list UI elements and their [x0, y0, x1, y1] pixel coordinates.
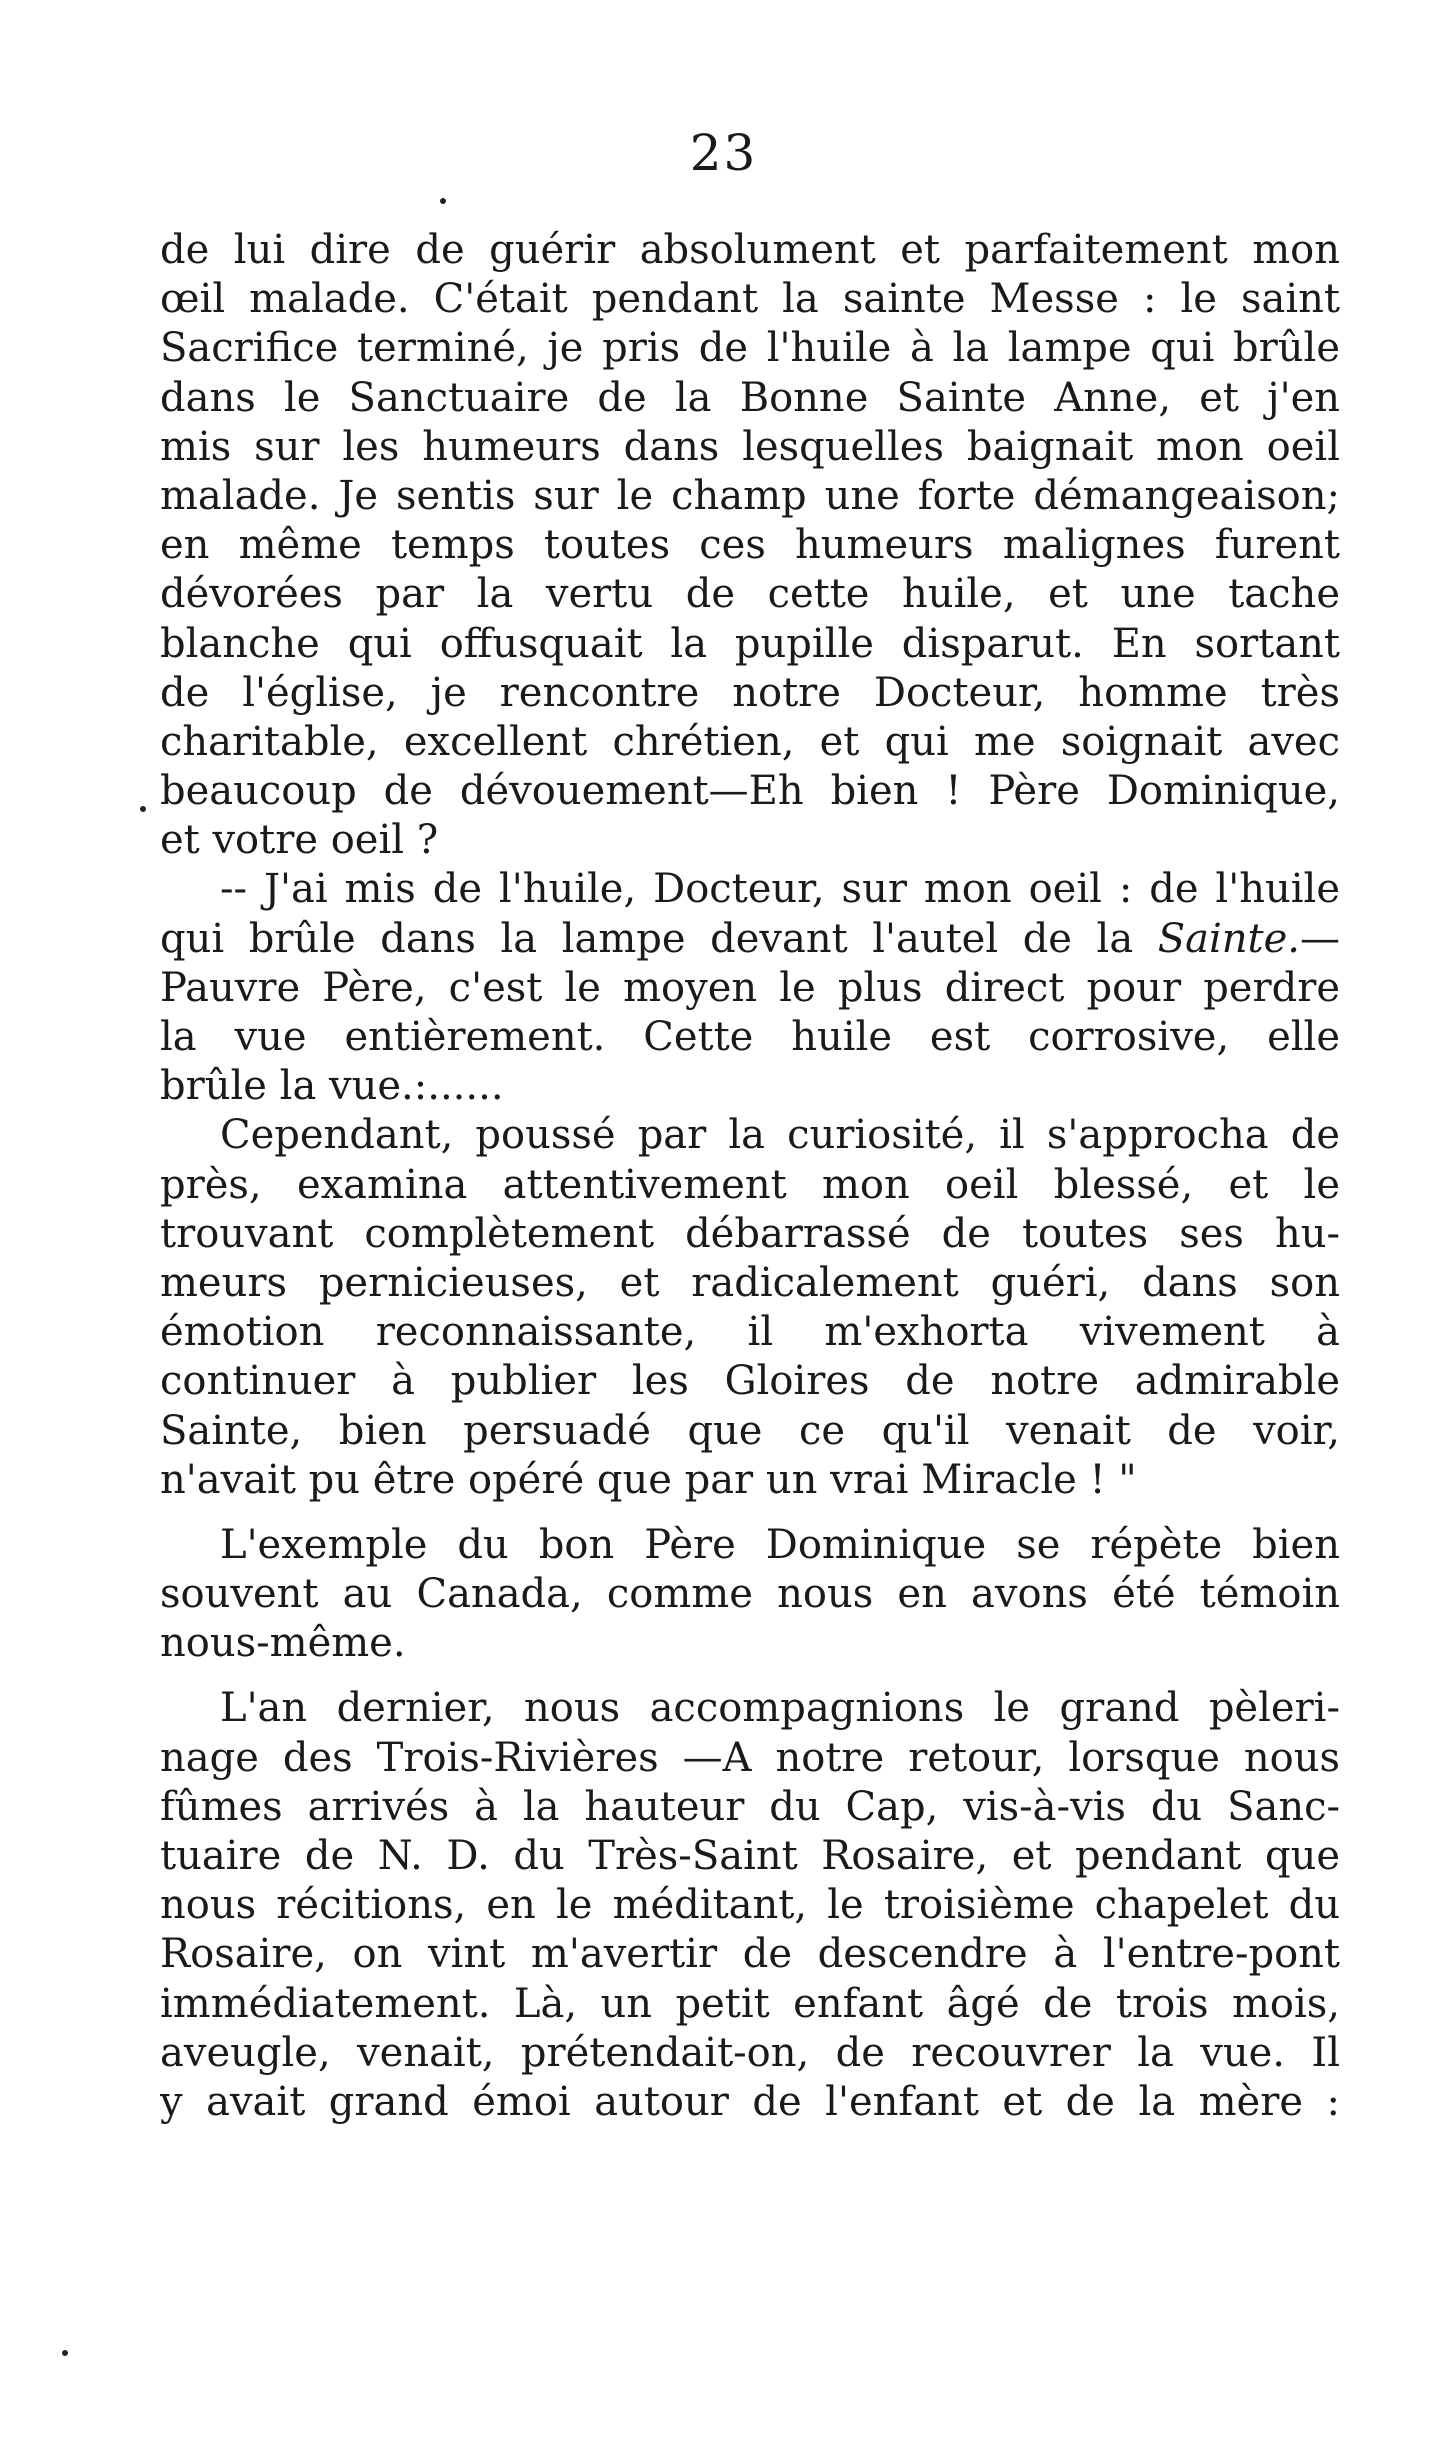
text-line: L'exemple du bon Père Dominique se répète bien: [220, 1521, 1340, 1568]
text-line: près, examina attentivement mon oeil blessé, et le: [160, 1161, 1340, 1208]
text-line: L'an dernier, nous accompagnions le grand pèleri-: [220, 1685, 1340, 1732]
text-line: -- J'ai mis de l'huile, Docteur, sur mon oeil : de l'huile: [220, 866, 1340, 913]
text-line: nous récitions, en le méditant, le troisième chapelet du: [160, 1882, 1340, 1929]
text-line: aveugle, venait, prétendait-on, de recouvrer la vue. Il: [160, 2029, 1340, 2076]
text-line: dans le Sanctuaire de la Bonne Sainte Anne, et j'en: [160, 374, 1340, 421]
text-line: de l'église, je rencontre notre Docteur, homme très: [160, 669, 1340, 716]
text-line: brûle la vue.:......: [160, 1063, 504, 1110]
text-line: trouvant complètement débarrassé de toutes ses hu-: [160, 1210, 1340, 1257]
text-line: et votre oeil ?: [160, 817, 439, 864]
text-line: souvent au Canada, comme nous en avons été témoin: [160, 1571, 1340, 1618]
text-line: la vue entièrement. Cette huile est corrosive, elle: [160, 1014, 1340, 1060]
scan-speck: [140, 806, 146, 812]
text-line: mis sur les humeurs dans lesquelles baignait mon oeil: [160, 423, 1340, 470]
page-text: [160, 226, 1340, 2127]
text-line: de lui dire de guérir absolument et parfaitement mon: [160, 227, 1340, 273]
text-line: beaucoup de dévouement—Eh bien ! Père Dominique,: [160, 768, 1340, 815]
text-line: émotion reconnaissante, il m'exhorta vivement à: [160, 1309, 1340, 1356]
text-fragment: —: [1300, 915, 1340, 962]
text-line: œil malade. C'était pendant la sainte Messe : le saint: [160, 276, 1340, 323]
text-line: Cependant, poussé par la curiosité, il s'approcha de: [220, 1112, 1340, 1159]
text-fragment: qui brûle dans la lampe devant l'autel de la: [160, 915, 1158, 962]
scan-speck: [440, 198, 446, 204]
scan-speck: [62, 2350, 68, 2356]
text-line: malade. Je sentis sur le champ une forte démangeaison;: [160, 472, 1340, 519]
text-line: tuaire de N. D. du Très-Saint Rosaire, et pendant que: [160, 1833, 1340, 1879]
text-line: Sacrifice terminé, je pris de l'huile à la lampe qui brûle: [160, 325, 1340, 372]
text-line: n'avait pu être opéré que par un vrai Miracle ! ": [160, 1456, 1137, 1503]
text-line: fûmes arrivés à la hauteur du Cap, vis-à-vis du Sanc-: [160, 1783, 1340, 1830]
text-line: charitable, excellent chrétien, et qui me soignait avec: [160, 718, 1340, 765]
text-line: Rosaire, on vint m'avertir de descendre à l'entre-pont: [160, 1931, 1340, 1978]
text-line: continuer à publier les Gloires de notre admirable: [160, 1358, 1340, 1405]
text-line: immédiatement. Là, un petit enfant âgé de trois mois,: [160, 1980, 1340, 2027]
text-line: blanche qui offusquait la pupille disparut. En sortant: [160, 620, 1340, 667]
page-number: 23: [689, 124, 758, 182]
italic-word: Sainte.: [1157, 915, 1300, 962]
text-line: [160, 915, 1340, 964]
text-line: y avait grand émoi autour de l'enfant et de la mère :: [160, 2078, 1340, 2125]
text-line: Sainte, bien persuadé que ce qu'il venait de voir,: [160, 1407, 1340, 1454]
text-line: Pauvre Père, c'est le moyen le plus direct pour perdre: [160, 964, 1340, 1011]
text-line: en même temps toutes ces humeurs malignes furent: [160, 522, 1340, 569]
text-line: nage des Trois-Rivières —A notre retour, lorsque nous: [160, 1734, 1340, 1781]
text-line: nous-même.: [160, 1620, 406, 1667]
text-line: dévorées par la vertu de cette huile, et une tache: [160, 571, 1340, 618]
text-line: meurs pernicieuses, et radicalement guéri, dans son: [160, 1259, 1340, 1306]
